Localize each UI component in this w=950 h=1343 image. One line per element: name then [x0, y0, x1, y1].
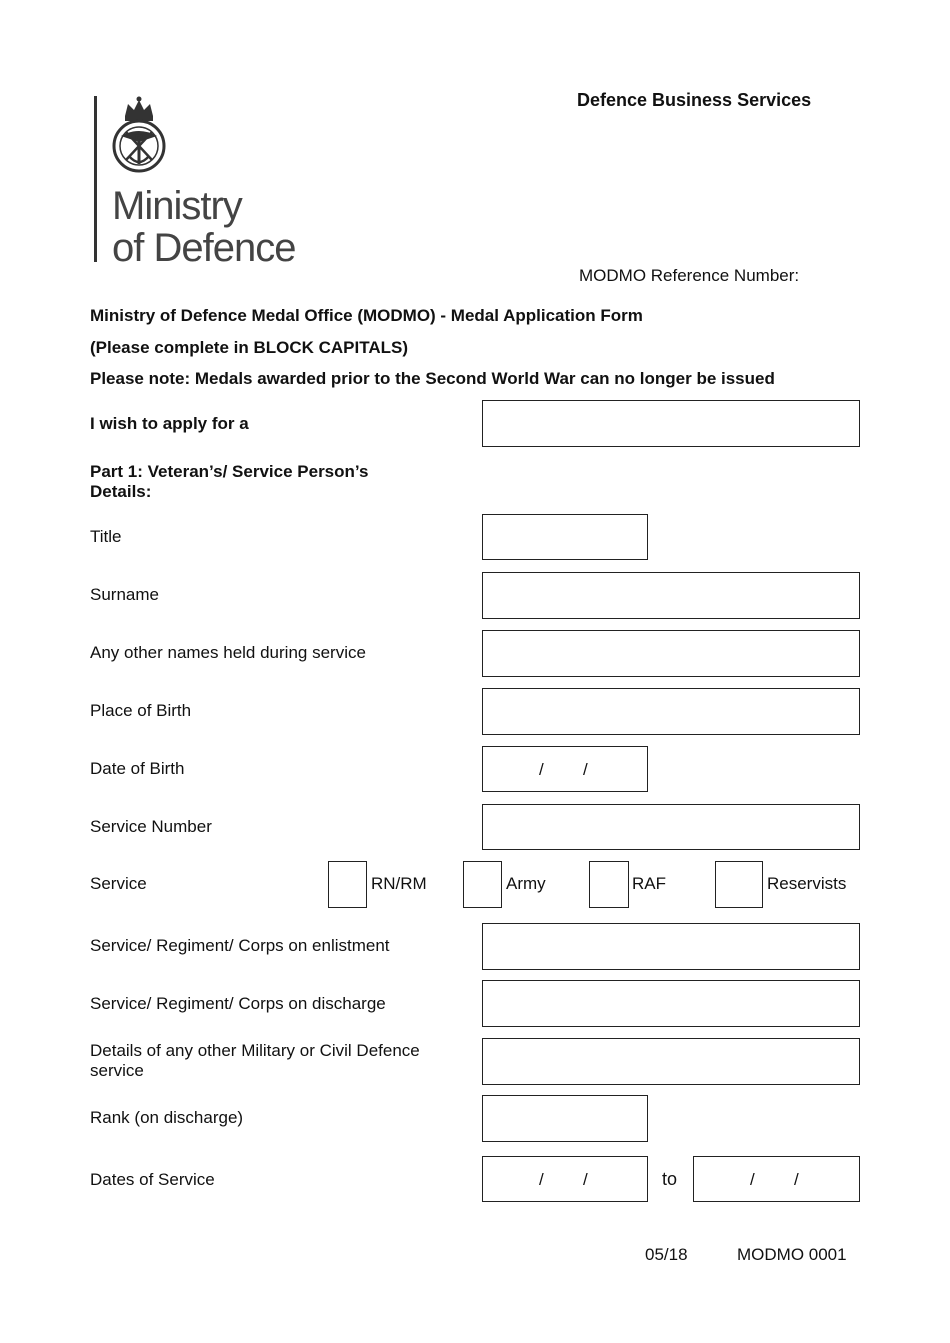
block-capitals-note: (Please complete in BLOCK CAPITALS) — [90, 338, 409, 357]
title-input[interactable] — [482, 514, 648, 560]
form-code: MODMO 0001 — [737, 1245, 847, 1264]
reference-number-label: MODMO Reference Number: — [579, 266, 800, 285]
service-reservists-checkbox[interactable] — [715, 861, 763, 908]
enlistment-label: Service/ Regiment/ Corps on enlistment — [90, 936, 390, 955]
other-names-input[interactable] — [482, 630, 860, 677]
apply-for-label: I wish to apply for a — [90, 414, 249, 433]
medals-note: Please note: Medals awarded prior to the Second World War can no longer be issued — [90, 369, 775, 388]
enlistment-input[interactable] — [482, 923, 860, 970]
surname-input[interactable] — [482, 572, 860, 619]
service-rn-label: RN/RM — [371, 874, 427, 893]
service-label: Service — [90, 874, 147, 893]
logo-text-of-defence: of Defence — [112, 226, 296, 270]
service-army-label: Army — [506, 874, 546, 893]
logo-text-ministry: Ministry — [112, 184, 242, 228]
other-names-label: Any other names held during service — [90, 643, 366, 662]
service-raf-checkbox[interactable] — [589, 861, 629, 908]
date-of-birth-label: Date of Birth — [90, 759, 185, 778]
dates-to-label: to — [662, 1169, 678, 1189]
service-number-label: Service Number — [90, 817, 212, 836]
service-raf-label: RAF — [632, 874, 666, 893]
other-service-label: Details of any other Military or Civil Defence service — [90, 1041, 420, 1080]
date-separator: / — [794, 1170, 799, 1189]
service-end-date-input[interactable] — [693, 1156, 860, 1202]
discharge-input[interactable] — [482, 980, 860, 1027]
date-separator: / — [583, 760, 588, 779]
mod-crest-icon — [108, 96, 170, 176]
dates-of-service-label: Dates of Service — [90, 1170, 215, 1189]
discharge-label: Service/ Regiment/ Corps on discharge — [90, 994, 386, 1013]
logo-divider — [94, 96, 97, 262]
part1-heading: Part 1: Veteran’s/ Service Person’s Details: — [90, 462, 369, 501]
service-reservists-label: Reservists — [767, 874, 847, 893]
surname-label: Surname — [90, 585, 159, 604]
form-title: Ministry of Defence Medal Office (MODMO) - Medal Application Form — [90, 306, 643, 325]
service-army-checkbox[interactable] — [463, 861, 502, 908]
date-separator: / — [583, 1170, 588, 1189]
form-version: 05/18 — [645, 1245, 688, 1264]
date-separator: / — [539, 760, 544, 779]
service-number-input[interactable] — [482, 804, 860, 850]
service-start-date-input[interactable] — [482, 1156, 648, 1202]
rank-input[interactable] — [482, 1095, 648, 1142]
other-service-input[interactable] — [482, 1038, 860, 1085]
place-of-birth-label: Place of Birth — [90, 701, 192, 720]
date-separator: / — [750, 1170, 755, 1189]
rank-label: Rank (on discharge) — [90, 1108, 244, 1127]
service-rn-checkbox[interactable] — [328, 861, 367, 908]
apply-for-input[interactable] — [482, 400, 860, 447]
title-label: Title — [90, 527, 122, 546]
org-name: Defence Business Services — [577, 90, 812, 110]
date-separator: / — [539, 1170, 544, 1189]
date-of-birth-input[interactable] — [482, 746, 648, 792]
place-of-birth-input[interactable] — [482, 688, 860, 735]
